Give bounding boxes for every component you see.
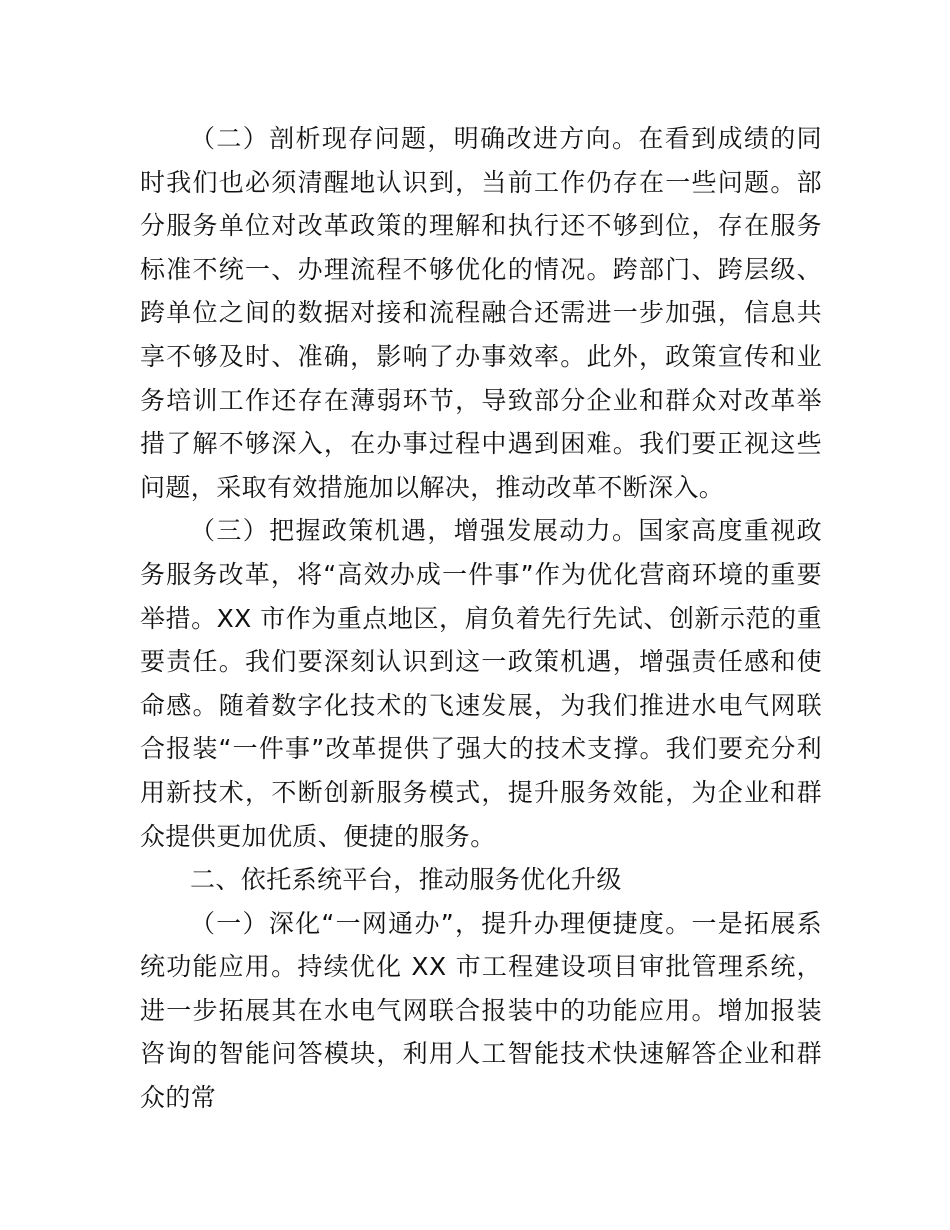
paragraph-one-network-service: （一）深化“一网通办”，提升办理便捷度。一是拓展系统功能应用。持续优化 XX 市工程建设项目审批管理系统，进一步拓展其在水电气网联合报装中的功能应用。增加报装咨询的智能问答模块，利用人工智能技术快速解答企业和群众的常 xyxy=(140,908,822,1113)
section-heading-platform: 二、依托系统平台，推动服务优化升级 xyxy=(190,865,622,895)
paragraph-section-two-analysis: （二）剖析现存问题，明确改进方向。在看到成绩的同时我们也必须清醒地认识到，当前工作仍存在一些问题。部分服务单位对改革政策的理解和执行还不够到位，存在服务标准不统一、办理流程不够优化的情况。跨部门、跨层级、跨单位之间的数据对接和流程融合还需进一步加强，信息共享不够及时、准确，影响了办事效率。此外，政策宣传和业务培训工作还存在薄弱环节，导致部分企业和群众对改革举措了解不够深入，在办事过程中遇到困难。我们要正视这些问题，采取有效措施加以解决，推动改革不断深入。 xyxy=(140,124,822,502)
document-body xyxy=(140,117,822,1120)
paragraph-section-three-opportunity: （三）把握政策机遇，增强发展动力。国家高度重视政务服务改革，将“高效办成一件事”作为优化营商环境的重要举措。XX 市作为重点地区，肩负着先行先试、创新示范的重要责任。我们要深刻认识到这一政策机遇，增强责任感和使命感。随着数字化技术的飞速发展，为我们推进水电气网联合报装“一件事”改革提供了强大的技术支撑。我们要充分利用新技术，不断创新服务模式，提升服务效能，为企业和群众提供更加优质、便捷的服务。 xyxy=(140,516,822,851)
